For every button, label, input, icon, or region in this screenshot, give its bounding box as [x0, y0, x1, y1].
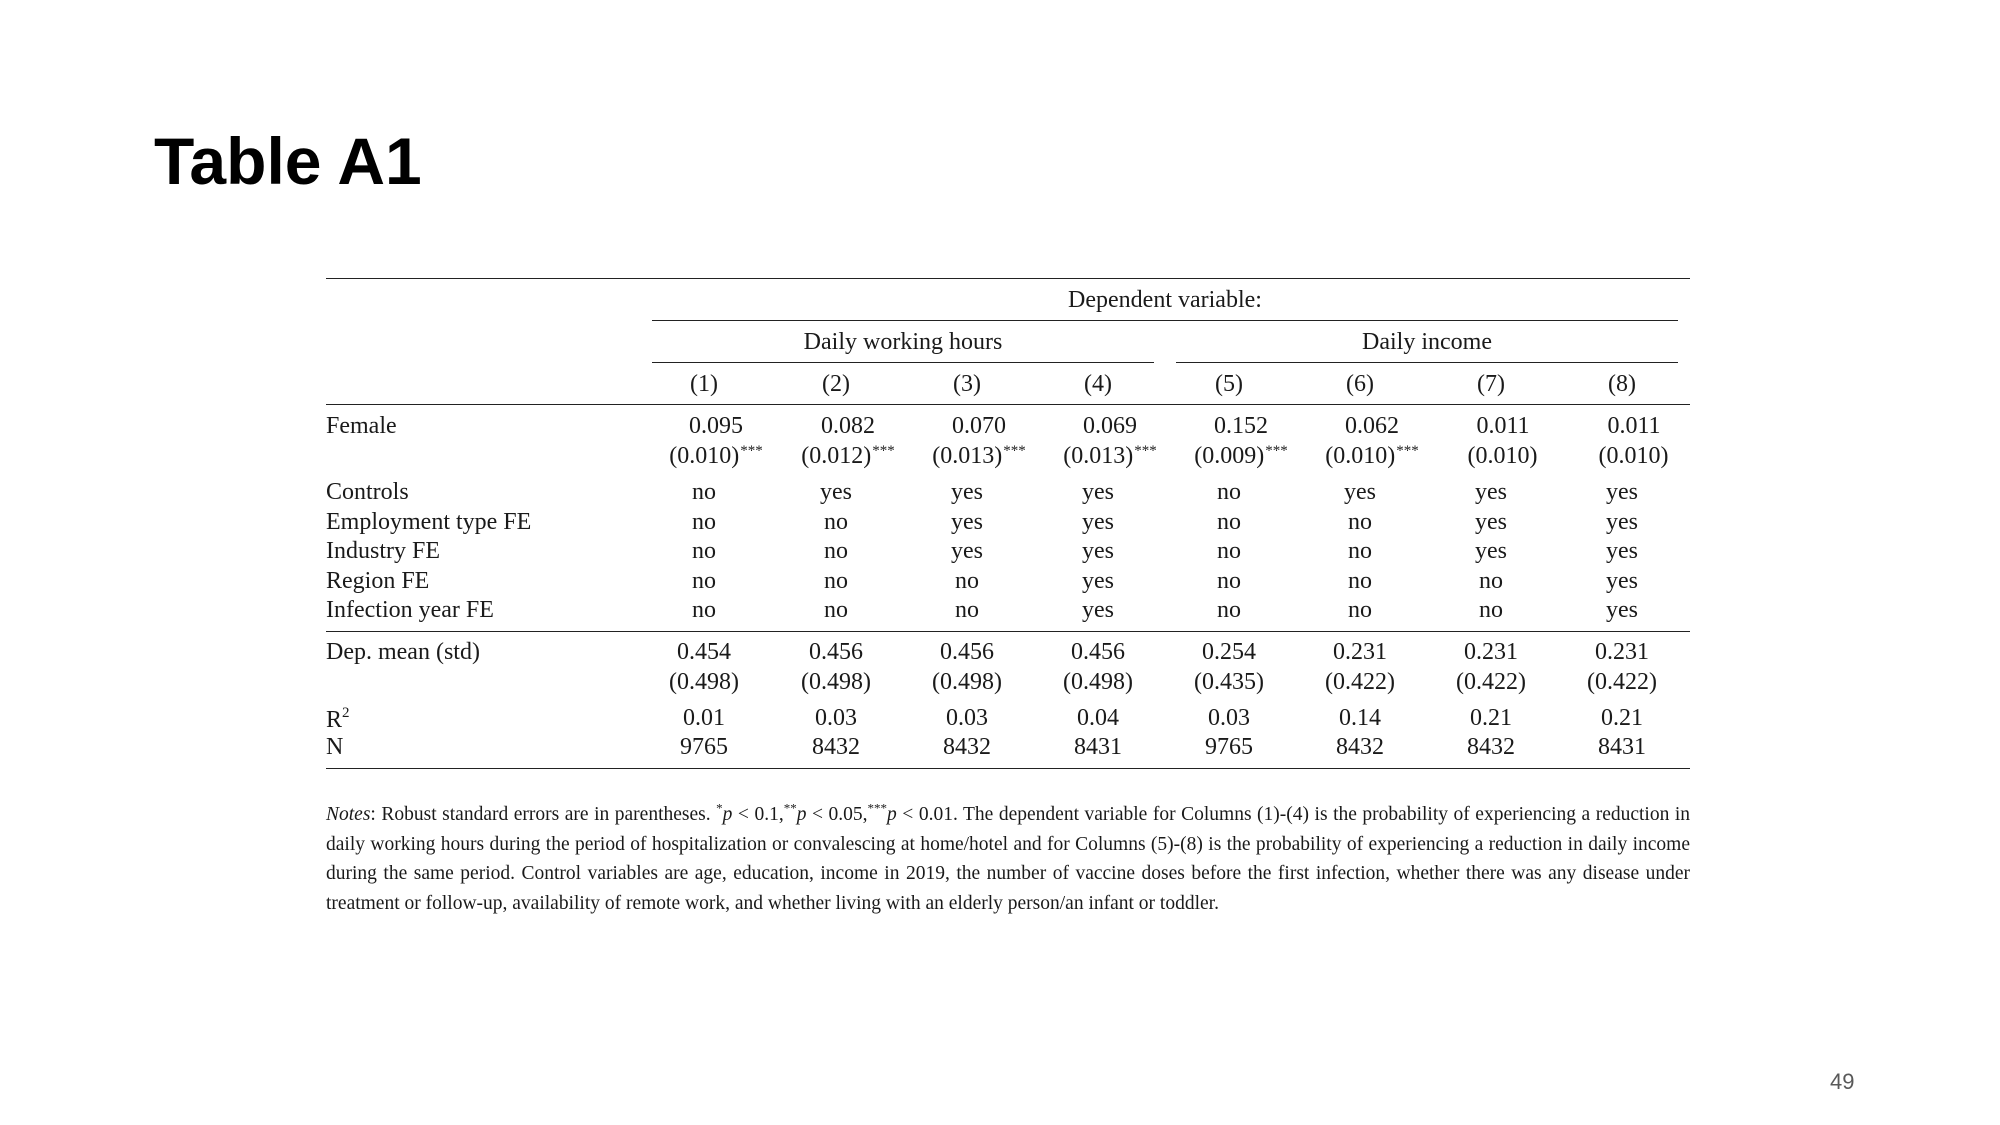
- column-number: (4): [1084, 371, 1112, 397]
- control-indicator: no: [1217, 479, 1241, 505]
- column-number: (7): [1477, 371, 1505, 397]
- notes-rel-2: < 0.05,: [806, 804, 868, 825]
- control-indicator: no: [1217, 568, 1241, 594]
- notes-p-3: p: [887, 804, 897, 825]
- control-indicator: no: [1217, 538, 1241, 564]
- dep-mean-value: 0.231: [1333, 639, 1387, 665]
- column-number: (5): [1215, 371, 1243, 397]
- n-value: 9765: [680, 734, 728, 760]
- n-value: 8431: [1074, 734, 1122, 760]
- control-indicator: no: [955, 568, 979, 594]
- row-label-female: Female: [326, 413, 397, 439]
- group-rule-income: [1176, 362, 1678, 363]
- dep-std-value: (0.422): [1456, 669, 1526, 695]
- significance-stars: ***: [1265, 443, 1288, 459]
- control-indicator: yes: [1606, 568, 1638, 594]
- dep-mean-value: 0.456: [940, 639, 994, 665]
- control-indicator: no: [955, 597, 979, 623]
- n-value: 9765: [1205, 734, 1253, 760]
- control-indicator: yes: [1082, 509, 1114, 535]
- column-number: (3): [953, 371, 981, 397]
- control-indicator: no: [1479, 568, 1503, 594]
- row-label-control: Infection year FE: [326, 597, 494, 623]
- female-std-error-value: (0.010): [669, 443, 740, 469]
- female-std-error-value: (0.010): [1325, 443, 1396, 469]
- control-indicator: no: [1217, 597, 1241, 623]
- control-indicator: no: [1348, 568, 1372, 594]
- column-number: (1): [690, 371, 718, 397]
- r2-label-superscript: 2: [342, 705, 350, 721]
- significance-stars: ***: [740, 443, 763, 459]
- female-std-error: [1325, 444, 1418, 468]
- control-indicator: no: [1217, 509, 1241, 535]
- page-number: 49: [1830, 1069, 1855, 1094]
- r2-label-text: R: [326, 707, 343, 733]
- control-indicator: no: [1348, 538, 1372, 564]
- female-coefficient: 0.011: [1476, 413, 1530, 439]
- female-coefficient: 0.062: [1345, 413, 1399, 439]
- control-indicator: yes: [1606, 597, 1638, 623]
- female-coefficient: 0.011: [1607, 413, 1661, 439]
- control-indicator: yes: [951, 509, 983, 535]
- control-indicator: yes: [951, 479, 983, 505]
- control-indicator: yes: [1082, 479, 1114, 505]
- female-coefficient: 0.152: [1214, 413, 1268, 439]
- female-coefficient: 0.070: [952, 413, 1006, 439]
- control-indicator: yes: [1344, 479, 1376, 505]
- control-indicator: yes: [1606, 479, 1638, 505]
- control-indicator: no: [1348, 597, 1372, 623]
- control-indicator: yes: [1475, 538, 1507, 564]
- female-std-error-value: (0.010): [1598, 443, 1669, 469]
- dep-std-value: (0.498): [669, 669, 739, 695]
- control-indicator: no: [692, 538, 716, 564]
- notes-p-2: p: [796, 804, 807, 825]
- female-std-error: [1063, 444, 1156, 468]
- notes-intro: Robust standard errors are in parentheses.: [381, 804, 711, 825]
- control-indicator: no: [692, 479, 716, 505]
- column-number: (8): [1608, 371, 1636, 397]
- dep-mean-value: 0.454: [677, 639, 731, 665]
- dep-mean-value: 0.456: [809, 639, 863, 665]
- dep-mean-value: 0.231: [1464, 639, 1518, 665]
- row-label-r2: [326, 706, 350, 732]
- dependent-variable-label: Dependent variable:: [1068, 287, 1262, 313]
- female-std-error: [1468, 444, 1539, 468]
- control-indicator: yes: [1082, 597, 1114, 623]
- row-label-dep-mean: Dep. mean (std): [326, 639, 480, 665]
- dep-mean-value: 0.254: [1202, 639, 1256, 665]
- control-indicator: no: [1348, 509, 1372, 535]
- control-indicator: no: [692, 568, 716, 594]
- dep-std-value: (0.498): [1063, 669, 1133, 695]
- table-bottom-rule: [326, 768, 1690, 769]
- notes-rel-3: < 0.01.: [896, 804, 958, 825]
- control-indicator: yes: [951, 538, 983, 564]
- r2-value: 0.01: [683, 705, 725, 731]
- notes-p-1: p: [722, 804, 733, 825]
- female-std-error-value: (0.009): [1194, 443, 1265, 469]
- n-value: 8432: [943, 734, 991, 760]
- column-number: (6): [1346, 371, 1374, 397]
- r2-value: 0.03: [946, 705, 988, 731]
- control-indicator: yes: [1606, 509, 1638, 535]
- r2-value: 0.21: [1601, 705, 1643, 731]
- female-std-error: [669, 444, 762, 468]
- female-coefficient: 0.069: [1083, 413, 1137, 439]
- control-indicator: yes: [1082, 568, 1114, 594]
- slide-title: Table A1: [154, 124, 422, 198]
- female-std-error: [1194, 444, 1287, 468]
- dep-std-value: (0.435): [1194, 669, 1264, 695]
- female-coefficient: 0.095: [689, 413, 743, 439]
- r2-value: 0.21: [1470, 705, 1512, 731]
- dep-std-value: (0.498): [801, 669, 871, 695]
- control-indicator: no: [824, 597, 848, 623]
- dependent-variable-rule: [652, 320, 1678, 321]
- control-indicator: yes: [1082, 538, 1114, 564]
- dep-mean-value: 0.231: [1595, 639, 1649, 665]
- row-label-control: Controls: [326, 479, 409, 505]
- control-indicator: no: [692, 597, 716, 623]
- significance-stars: ***: [1396, 443, 1419, 459]
- control-indicator: no: [1479, 597, 1503, 623]
- r2-value: 0.14: [1339, 705, 1381, 731]
- dep-std-value: (0.422): [1587, 669, 1657, 695]
- control-indicator: no: [824, 538, 848, 564]
- notes-rel-1: < 0.1,: [732, 804, 784, 825]
- r2-value: 0.03: [1208, 705, 1250, 731]
- table-notes: Notes: Robust standard errors are in parentheses. *p < 0.1,**p < 0.05,***p < 0.01. The dependent variable for Columns (1)-(4) is the probability of experiencing a reduction in daily working hours during the period of hospitalization or convalescing at home/hotel and for Columns (5)-(8) is the probability of experiencing a reduction in daily income during the same period. Control variables are age, education, income in 2019, the number of vaccine doses before the first infection, whether there was any disease under treatment or follow-up, availability of remote work, and whether living with an elderly person/an infant or toddler.: [326, 800, 1691, 914]
- r2-value: 0.04: [1077, 705, 1119, 731]
- significance-stars: ***: [1134, 443, 1157, 459]
- female-std-error: [1599, 444, 1670, 468]
- female-coefficient: 0.082: [821, 413, 875, 439]
- group-label-working-hours: Daily working hours: [803, 329, 1003, 355]
- control-indicator: no: [824, 509, 848, 535]
- control-indicator: yes: [820, 479, 852, 505]
- header-bottom-rule: [326, 404, 1690, 405]
- n-value: 8432: [1467, 734, 1515, 760]
- row-label-control: Industry FE: [326, 538, 440, 564]
- n-value: 8431: [1598, 734, 1646, 760]
- controls-bottom-rule: [326, 631, 1690, 632]
- table-top-rule: [326, 278, 1690, 279]
- notes-text: The dependent variable for Columns (1)-(4) is the probability of experiencing a reduction in daily working hours during the period of hospitalization or convalescing at home/hotel and for Columns (5)-(8) is the probability of experiencing a reduction in daily income during the same period. Control variables are age, education, income in 2019, the number of vaccine doses before the first infection, whether there was any disease under treatment or follow-up, availability of remote work, and whether living with an elderly person/an infant or toddler.: [326, 804, 1691, 914]
- row-label-control: Employment type FE: [326, 509, 532, 535]
- female-std-error-value: (0.013): [1063, 443, 1134, 469]
- female-std-error-value: (0.012): [801, 443, 872, 469]
- notes-star-3: ***: [867, 800, 888, 816]
- dep-mean-value: 0.456: [1071, 639, 1125, 665]
- notes-star-1: *: [716, 800, 723, 816]
- female-std-error: [801, 444, 894, 468]
- group-label-income: Daily income: [1362, 329, 1492, 355]
- row-label-control: Region FE: [326, 568, 430, 594]
- row-label-n: N: [326, 734, 344, 760]
- n-value: 8432: [1336, 734, 1384, 760]
- significance-stars: ***: [872, 443, 895, 459]
- female-std-error-value: (0.013): [932, 443, 1003, 469]
- notes-star-2: **: [783, 800, 797, 816]
- notes-label: Notes: [326, 804, 371, 825]
- control-indicator: yes: [1606, 538, 1638, 564]
- dep-std-value: (0.422): [1325, 669, 1395, 695]
- significance-stars: ***: [1003, 443, 1026, 459]
- control-indicator: no: [824, 568, 848, 594]
- control-indicator: no: [692, 509, 716, 535]
- control-indicator: yes: [1475, 509, 1507, 535]
- dep-std-value: (0.498): [932, 669, 1002, 695]
- n-value: 8432: [812, 734, 860, 760]
- r2-value: 0.03: [815, 705, 857, 731]
- female-std-error-value: (0.010): [1467, 443, 1538, 469]
- column-number: (2): [822, 371, 850, 397]
- female-std-error: [932, 444, 1025, 468]
- control-indicator: yes: [1475, 479, 1507, 505]
- group-rule-working-hours: [652, 362, 1154, 363]
